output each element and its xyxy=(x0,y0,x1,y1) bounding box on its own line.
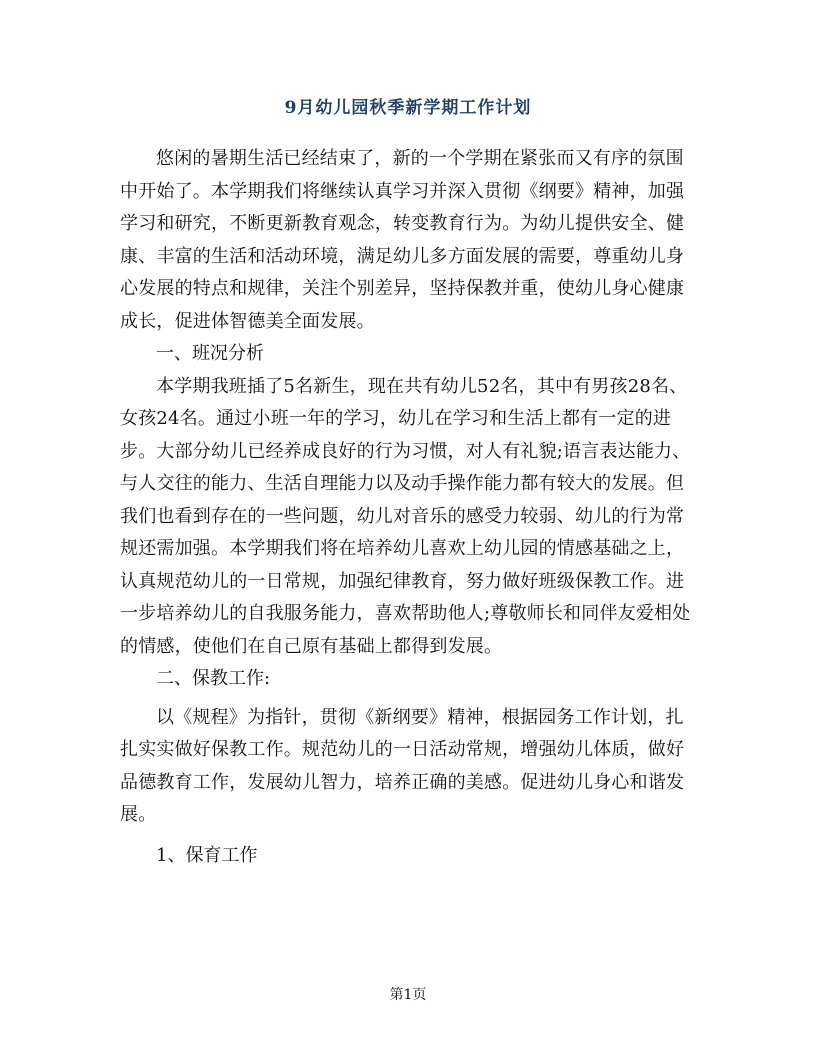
document-title: 9月幼儿园秋季新学期工作计划 xyxy=(284,98,532,118)
section-heading-class-analysis: 一、班况分析 xyxy=(156,343,264,364)
care-education-paragraph: 以《规程》为指针，贯彻《新纲要》精神，根据园务工作计划，扎扎实实做好保教工作。规范幼儿的一日活动常规，增强幼儿体质，做好品德教育工作，发展幼儿智力，培养正确的美感。促进幼儿身心和谐发展。 xyxy=(120,706,685,825)
class-analysis-paragraph: 本学期我班插了5名新生，现在共有幼儿52名，其中有男孩28名、女孩24名。通过小班一年的学习，幼儿在学习和生活上都有一定的进步。大部分幼儿已经养成良好的行为习惯，对人有礼貌;语言表达能力、与人交往的能力、生活自理能力以及动手操作能力都有较大的发展。但我们也看到存在的一些问题，幼儿对音乐的感受力较弱、幼儿的行为常规还需加强。本学期我们将在培养幼儿喜欢上幼儿园的情感基础之上，认真规范幼儿的一日常规，加强纪律教育，努力做好班级保教工作。进一步培养幼儿的自我服务能力，喜欢帮助他人;尊敬师长和同伴友爱相处的情感，使他们在自己原有基础上都得到发展。 xyxy=(120,375,691,657)
section-heading-care-education: 二、保教工作: xyxy=(156,668,271,689)
intro-paragraph: 悠闲的暑期生活已经结束了，新的一个学期在紧张而又有序的氛围中开始了。本学期我们将继续认真学习并深入贯彻《纲要》精神，加强学习和研究，不断更新教育观念，转变教育行为。为幼儿提供安全、健康、丰富的生活和活动环境，满足幼儿多方面发展的需要，尊重幼儿身心发展的特点和规律，关注个别差异，坚持保教并重，使幼儿身心健康成长，促进体智德美全面发展。 xyxy=(120,148,685,332)
document-body xyxy=(120,143,696,872)
subsection-heading-childcare: 1、保育工作 xyxy=(156,844,258,866)
page-number: 第1页 xyxy=(389,987,427,1003)
